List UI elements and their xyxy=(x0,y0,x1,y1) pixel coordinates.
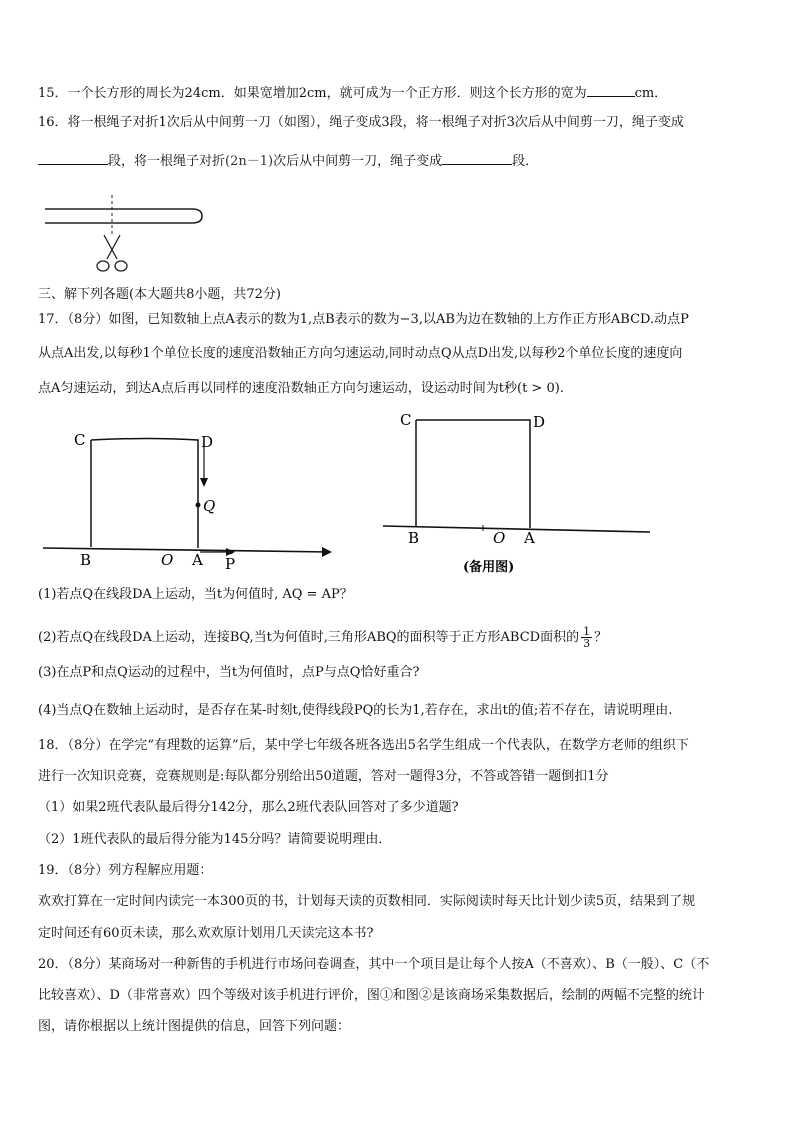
question-17-line2: 从点A出发,以每秒1个单位长度的速度沿数轴正方向匀速运动,同时动点Q从点D出发,以每秒2个单位长度的速度向 xyxy=(38,346,683,361)
q18-sub2: （2）1班代表队的最后得分能为145分吗？请简要说明理由． xyxy=(38,832,392,847)
q16-text: 次后从中间剪一刀，绳子变成 xyxy=(273,154,443,169)
point-p xyxy=(229,550,233,554)
q17-sub4: (4)当点Q在数轴上运动时，是否存在某-时刻t,使得线段PQ的长为1,若存在，求出t的值;若不存在，请说明理由. xyxy=(38,703,673,718)
question-15 xyxy=(38,82,667,103)
label-q: Q xyxy=(203,497,216,515)
q15-text: 15．一个长方形的周长为24cm．如果宽增加2cm，就可成为一个正方形．则这个长方形的宽为 xyxy=(38,86,587,101)
label-d: D xyxy=(533,413,546,431)
fraction-one-third xyxy=(581,626,592,649)
folded-rope xyxy=(45,209,202,223)
question-16-line2 xyxy=(38,150,538,171)
question-17-line3: 点A匀速运动，到达A点后再以同样的速度沿数轴正方向匀速运动，设运动时间为t秒(t > 0). xyxy=(38,381,564,396)
label-o: O xyxy=(493,529,506,547)
answer-blank xyxy=(442,150,512,165)
square-abcd xyxy=(91,439,198,549)
question-18-line1: 18．（8分）在学完“有理数的运算”后，某中学七年级各班各选出5名学生组成一个代表队，在数学方老师的组织下 xyxy=(38,738,689,753)
figure-2-backup-diagram xyxy=(380,405,652,580)
q17-sub3: (3)在点P和点Q运动的过程中，当t为何值时，点P与点Q恰好重合? xyxy=(38,665,420,680)
axis-arrow xyxy=(322,547,332,557)
answer-blank xyxy=(587,82,635,97)
question-16-line1: 16．将一根绳子对折1次后从中间剪一刀（如图），绳子变成3段，将一根绳子对折3次后从中间剪一刀，绳子变成 xyxy=(38,115,684,130)
q16-expression: (2n－1) xyxy=(225,154,274,169)
label-b: B xyxy=(408,529,420,547)
q-direction-arrow xyxy=(200,478,208,487)
label-a: A xyxy=(524,529,535,547)
label-d: D xyxy=(201,433,214,451)
question-20-line2: 比较喜欢）、D（非常喜欢）四个等级对该手机进行评价，图①和图②是该商场采集数据后，绘制的两幅不完整的统计 xyxy=(38,988,705,1003)
q17-sub2 xyxy=(38,626,607,649)
question-19-line2: 欢欢打算在一定时间内读完一本300页的书，计划每天读的页数相同．实际阅读时每天比计划少读5页，结果到了规 xyxy=(38,894,696,909)
q16-text: 段，将一根绳子对折 xyxy=(108,154,226,169)
square-abcd xyxy=(416,420,530,528)
fraction-numerator: 1 xyxy=(583,625,591,638)
question-20-line3: 图，请你根据以上统计图提供的信息，回答下列问题： xyxy=(38,1019,351,1034)
label-a: A xyxy=(192,551,203,569)
label-o: O xyxy=(161,551,174,569)
label-b: B xyxy=(80,551,92,569)
q17-sub2-end: ？ xyxy=(594,630,608,645)
figure-caption: (备用图) xyxy=(463,560,515,575)
q16-text: 段． xyxy=(512,154,539,169)
question-20-line1: 20．（8分）某商场对一种新售的手机进行市场问卷调查，其中一个项目是让每个人按A（不喜欢）、B（一般）、C（不 xyxy=(38,957,710,972)
q18-sub1: （1）如果2班代表队最后得分142分，那么2班代表队回答对了多少道题? xyxy=(38,800,459,815)
q17-sub2-text: (2)若点Q在线段DA上运动，连接BQ,当t为何值时,三角形ABQ的面积等于正方形ABCD面积的 xyxy=(38,630,580,645)
q17-sub1: (1)若点Q在线段DA上运动，当t为何值时, AQ = AP？ xyxy=(38,587,353,602)
number-line xyxy=(383,526,650,532)
q15-unit: cm． xyxy=(634,86,668,101)
question-18-line2: 进行一次知识竞赛，竞赛规则是:每队都分别给出50道题，答对一题得3分，不答或答错一题倒扣1分 xyxy=(38,769,609,784)
scissors-icon xyxy=(97,235,127,271)
question-17-line1: 17．（8分）如图，已知数轴上点A表示的数为1,点B表示的数为−3,以AB为边在数轴的上方作正方形ABCD.动点P xyxy=(38,312,689,327)
point-q xyxy=(196,503,201,508)
fraction-denominator: 3 xyxy=(583,637,591,650)
label-c: C xyxy=(74,431,86,449)
section-title: 三、解下列各题(本大题共8小题，共72分) xyxy=(38,287,281,302)
label-c: C xyxy=(400,411,412,429)
rope-cut-figure xyxy=(40,195,210,277)
label-p: P xyxy=(225,555,236,573)
question-19-line1: 19．（8分）列方程解应用题： xyxy=(38,863,213,878)
answer-blank xyxy=(38,150,108,165)
figure-1-number-line-square xyxy=(38,425,338,575)
question-19-line3: 定时间还有60页未读，那么欢欢原计划用几天读完这本书? xyxy=(38,926,374,941)
